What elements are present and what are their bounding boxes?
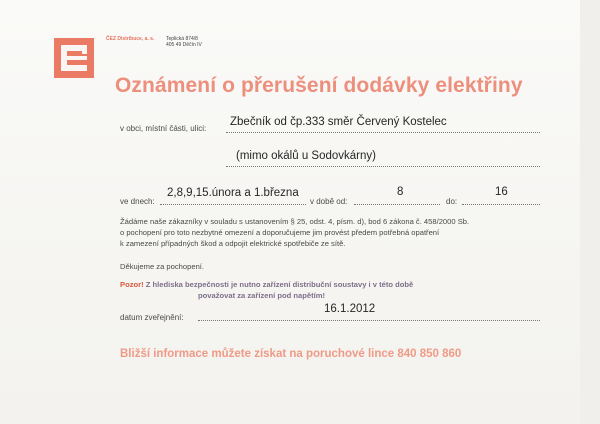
warning-block: [120, 279, 540, 301]
days-label: ve dnech:: [120, 197, 155, 206]
location-value-line1: Zbečník od čp.333 směr Červený Kostelec: [230, 116, 447, 128]
address-line2: 405 49 Děčín IV: [166, 42, 202, 48]
publish-line: [198, 320, 540, 321]
warning-line1: Z hlediska bezpečnosti je nutno zařízení distribuční soustavy i v této době: [145, 280, 414, 289]
scan-edge: [580, 0, 600, 424]
body-line3: k zamezení případných škod a odpojit elektrické spotřebiče ze sítě.: [120, 239, 346, 248]
thanks-text: Děkujeme za pochopení.: [120, 262, 205, 271]
publish-value: 16.1.2012: [324, 303, 376, 315]
warning-prefix: Pozor!: [120, 280, 144, 289]
body-line2: o pochopení pro toto nezbytné omezení a doporučujeme jim provést předem potřebná opatření: [120, 228, 440, 237]
body-paragraph: [120, 216, 550, 249]
cez-logo-icon: [54, 38, 94, 78]
body-line1: Žádáme naše zákazníky v souladu s ustanovením § 25, odst. 4, písm. d), bod 6 zákona č. 458/2000 Sb.: [120, 217, 470, 226]
address-block: [166, 36, 202, 48]
time-from-value: 8: [397, 186, 404, 198]
time-to-label: do:: [446, 197, 458, 206]
page-title: Oznámení o přerušení dodávky elektřiny: [115, 74, 523, 97]
warning-line2: považovat za zařízení pod napětím!: [198, 291, 326, 300]
time-to-value: 16: [495, 186, 508, 198]
location-line1: [226, 132, 540, 133]
company-name: ČEZ Distribuce, a. s.: [106, 36, 155, 42]
info-hotline: Bližší informace můžete získat na poruchové lince 840 850 860: [120, 348, 462, 360]
time-from-line: [354, 204, 440, 205]
time-from-label: v době od:: [310, 197, 348, 206]
days-line: [160, 204, 306, 205]
time-to-line: [462, 204, 540, 205]
location-value-line2: (mimo okálů u Sodovkárny): [236, 150, 376, 162]
company-block: [106, 36, 154, 42]
location-label: v obci, místní části, ulici:: [120, 124, 207, 133]
location-line2: [226, 166, 540, 167]
days-value: 2,8,9,15.února a 1.března: [167, 187, 299, 199]
address-line1: Teplická 874/8: [166, 36, 198, 42]
publish-label: datum zveřejnění:: [120, 313, 184, 322]
